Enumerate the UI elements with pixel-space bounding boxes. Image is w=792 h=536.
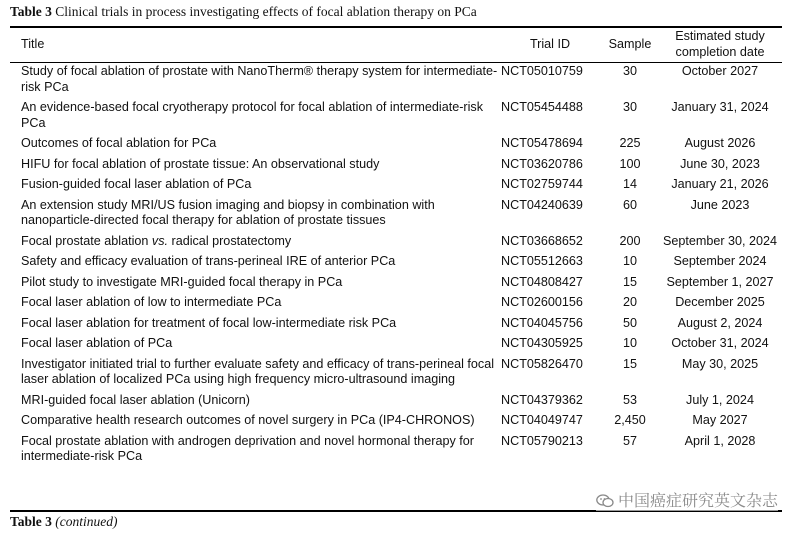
table-row: [10, 155, 782, 176]
trial-id: NCT05010759: [501, 64, 583, 78]
table-row: [10, 293, 782, 314]
trial-completion-date: September 1, 2027: [666, 274, 774, 289]
trial-sample: 30: [622, 100, 637, 114]
table-row: [10, 62, 782, 98]
table-row: [10, 98, 782, 134]
column-header-trial-id: Trial ID: [529, 36, 571, 51]
table-row: [10, 273, 782, 294]
trial-id: NCT05512663: [501, 254, 583, 268]
continued-label: Table 3: [10, 514, 52, 529]
trial-sample: 10: [622, 336, 637, 350]
trial-title-start: Focal prostate ablation: [21, 233, 152, 248]
trial-title: An extension study MRI/US fusion imaging and biopsy in combination with nanoparticle-directed focal therapy for ablation of prostate tissues: [21, 197, 435, 227]
trial-completion-date: June 30, 2023: [680, 156, 760, 171]
trial-sample: 15: [622, 356, 637, 371]
trial-completion-date: January 31, 2024: [671, 100, 769, 114]
watermark: [596, 488, 778, 511]
trial-sample: 30: [622, 64, 637, 78]
trial-id: NCT02759744: [501, 177, 583, 191]
table-row: [10, 175, 782, 196]
trial-title: MRI-guided focal laser ablation (Unicorn): [21, 392, 250, 407]
column-header-title: Title: [21, 36, 45, 51]
trial-title: Investigator initiated trial to further evaluate safety and efficacy of trans-perineal focal laser ablation of localized PCa using high frequency micro-ultrasound imaging: [21, 356, 494, 386]
trial-title: Focal laser ablation of low to intermediate PCa: [21, 295, 282, 309]
trial-sample: 60: [622, 197, 637, 212]
trial-id: NCT04240639: [501, 197, 583, 212]
continued-text: (continued): [55, 514, 118, 529]
table-row: [10, 314, 782, 335]
clinical-trials-table: [10, 27, 782, 468]
trial-completion-date: May 30, 2025: [681, 356, 759, 371]
trial-sample: 10: [622, 254, 637, 268]
trial-completion-date: July 1, 2024: [686, 392, 754, 407]
table-caption-text: Clinical trials in process investigating effects of focal ablation therapy on PCa: [55, 4, 477, 19]
table-row: [10, 391, 782, 412]
trial-sample: 100: [619, 156, 641, 171]
trial-id: NCT05790213: [501, 433, 583, 448]
table-row: [10, 411, 782, 432]
trial-title: HIFU for focal ablation of prostate tissue: An observational study: [21, 156, 380, 171]
trial-completion-date: October 31, 2024: [671, 336, 769, 350]
trial-completion-date: June 2023: [690, 197, 750, 212]
trial-completion-date: May 2027: [692, 413, 748, 427]
trial-completion-date: April 1, 2028: [684, 433, 756, 448]
trial-title: Focal laser ablation of PCa: [21, 336, 173, 350]
trial-completion-date: October 2027: [681, 64, 759, 78]
trial-title: Outcomes of focal ablation for PCa: [21, 136, 217, 150]
trial-id: NCT05478694: [501, 136, 583, 150]
trial-title: An evidence-based focal cryotherapy protocol for focal ablation of intermediate-risk PCa: [21, 100, 484, 130]
table-row: [10, 252, 782, 273]
trial-title: Fusion-guided focal laser ablation of PCa: [21, 177, 252, 191]
trial-sample: 2,450: [614, 413, 646, 427]
trial-id: NCT03668652: [501, 233, 583, 248]
trial-sample: 225: [619, 136, 641, 150]
trial-title: Comparative health research outcomes of novel surgery in PCa (IP4-CHRONOS): [21, 413, 475, 427]
trial-sample: 53: [622, 392, 637, 407]
trial-title: Focal laser ablation for treatment of focal low-intermediate risk PCa: [21, 315, 397, 330]
trial-title-end: radical prostatectomy: [168, 233, 292, 248]
watermark-text: 中国癌症研究英文杂志: [617, 491, 778, 510]
trial-title: Study of focal ablation of prostate with NanoTherm® therapy system for intermediate-risk PCa: [21, 64, 498, 94]
table-caption: [10, 4, 477, 20]
table-continued-caption: [10, 514, 118, 530]
trial-completion-date: January 21, 2026: [671, 177, 769, 191]
table-row: [10, 196, 782, 232]
column-header-sample: Sample: [608, 36, 652, 51]
wechat-icon: [596, 493, 614, 507]
trial-title-italic: vs.: [151, 233, 169, 248]
trial-id: NCT03620786: [501, 156, 583, 171]
trial-id: NCT02600156: [501, 295, 583, 309]
table-row: [10, 432, 782, 468]
trial-title: Pilot study to investigate MRI-guided focal therapy in PCa: [21, 274, 343, 289]
trial-title: Safety and efficacy evaluation of trans-perineal IRE of anterior PCa: [21, 254, 396, 268]
trial-id: NCT05826470: [501, 356, 583, 371]
trial-id: NCT04305925: [501, 336, 583, 350]
table-row: [10, 134, 782, 155]
trial-completion-date: September 30, 2024: [662, 233, 778, 248]
trial-title: [10, 232, 498, 253]
table-row: [10, 232, 782, 253]
trial-sample: 20: [622, 295, 637, 309]
trial-title: Focal prostate ablation with androgen deprivation and novel hormonal therapy for intermediate-risk PCa: [21, 433, 474, 463]
table-row: [10, 355, 782, 391]
trial-id: NCT04808427: [501, 274, 583, 289]
trial-id: NCT05454488: [501, 100, 583, 114]
trial-completion-date: September 2024: [673, 254, 767, 268]
trial-sample: 14: [622, 177, 637, 191]
trial-sample: 15: [622, 274, 637, 289]
trial-sample: 50: [622, 315, 637, 330]
trial-completion-date: August 2, 2024: [677, 315, 763, 330]
column-header-completion-date: Estimated study completion date: [675, 29, 765, 59]
table-row: [10, 334, 782, 355]
trial-completion-date: August 2026: [684, 136, 756, 150]
table-caption-label: Table 3: [10, 4, 52, 19]
table-header-row: [10, 27, 782, 62]
trial-sample: 57: [622, 433, 637, 448]
trial-sample: 200: [619, 233, 641, 248]
trial-id: NCT04045756: [501, 315, 583, 330]
trial-id: NCT04049747: [501, 413, 583, 427]
trial-completion-date: December 2025: [675, 295, 765, 309]
trial-id: NCT04379362: [501, 392, 583, 407]
